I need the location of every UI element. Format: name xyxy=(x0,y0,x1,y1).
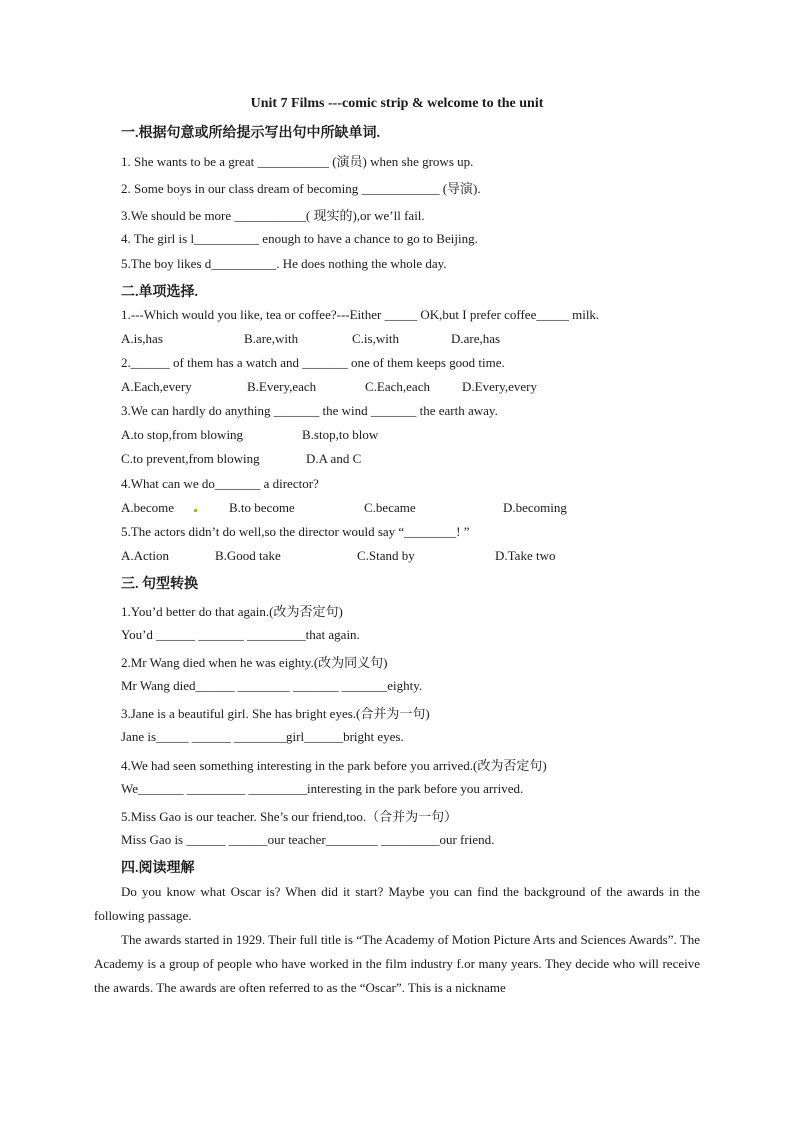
s2-q2-option-c: C.Each,each xyxy=(365,379,430,394)
s2-q4-option-b: B.to become xyxy=(229,500,295,515)
section2-heading: 二.单项选择. xyxy=(121,285,198,300)
s3-line-1: 1.You’d better do that again.(改为否定句) xyxy=(121,604,343,619)
s2-q3-option-d: D.A and C xyxy=(306,451,362,466)
s3-line-8: We_______ _________ _________interesting in the park before you arrived. xyxy=(121,781,524,796)
s3-line-6: Jane is_____ ______ ________girl______bright eyes. xyxy=(121,729,404,744)
s1-item-3: 3.We should be more ___________( 现实的),or we’ll fail. xyxy=(121,208,425,223)
s3-line-4: Mr Wang died______ ________ _______ _______eighty. xyxy=(121,678,423,693)
reading-passage xyxy=(94,880,700,1000)
s2-q5-option-b: B.Good take xyxy=(215,548,281,563)
s2-q4-option-d: D.becoming xyxy=(503,500,567,515)
s2-question-5: 5.The actors didn’t do well,so the director would say “________! ” xyxy=(121,524,470,539)
s2-q2-option-a: A.Each,every xyxy=(121,379,192,394)
s2-q1-option-b: B.are,with xyxy=(244,331,299,346)
s3-line-5: 3.Jane is a beautiful girl. She has bright eyes.(合并为一句) xyxy=(121,706,430,721)
s2-q4-option-c: C.became xyxy=(364,500,416,515)
s3-line-10: Miss Gao is ______ ______our teacher________ _________our friend. xyxy=(121,832,495,847)
s2-q5-option-d: D.Take two xyxy=(495,548,556,563)
s2-question-1: 1.---Which would you like, tea or coffee?---Either _____ OK,but I prefer coffee_____ milk. xyxy=(121,307,600,322)
passage-paragraph-2: The awards started in 1929. Their full title is “The Academy of Motion Picture Arts and Sciences Awards”. The Academy is a group of people who have worked in the film industry f.or many years. They decide who will receive the awards. The awards are often referred to as the “Oscar”. This is a nickname xyxy=(94,932,700,995)
s3-line-7: 4.We had seen something interesting in the park before you arrived.(改为否定句) xyxy=(121,758,547,773)
section1-heading: 一.根据句意或所给提示写出句中所缺单词. xyxy=(121,126,380,141)
s2-q1-option-c: C.is,with xyxy=(352,331,399,346)
s2-q3-option-b: B.stop,to blow xyxy=(302,427,379,442)
section4-heading: 四.阅读理解 xyxy=(121,861,195,876)
s2-q1-option-d: D.are,has xyxy=(451,331,501,346)
s1-item-2: 2. Some boys in our class dream of becoming ____________ (导演). xyxy=(121,181,481,196)
passage-paragraph-1: Do you know what Oscar is? When did it start? Maybe you can find the background of the awards in the following passage. xyxy=(94,884,700,923)
s2-q5-option-c: C.Stand by xyxy=(357,548,415,563)
s2-q3-option-c: C.to prevent,from blowing xyxy=(121,451,260,466)
stray-mark xyxy=(194,509,197,512)
section3-heading: 三. 句型转换 xyxy=(121,577,198,592)
s1-item-4: 4. The girl is l__________ enough to have a chance to go to Beijing. xyxy=(121,231,478,246)
s2-q1-option-a: A.is,has xyxy=(121,331,163,346)
s3-line-3: 2.Mr Wang died when he was eighty.(改为同义句) xyxy=(121,655,388,670)
s1-item-5: 5.The boy likes d__________. He does nothing the whole day. xyxy=(121,256,447,271)
s2-q5-option-a: A.Action xyxy=(121,548,170,563)
s2-question-2: 2.______ of them has a watch and _______ one of them keeps good time. xyxy=(121,355,505,370)
s2-q3-option-a: A.to stop,from blowing xyxy=(121,427,244,442)
s2-question-3: 3.We can hardly do anything _______ the wind _______ the earth away. xyxy=(121,403,498,418)
s2-q2-option-d: D.Every,every xyxy=(462,379,537,394)
s3-line-9: 5.Miss Gao is our teacher. She’s our friend,too.（合并为一句） xyxy=(121,809,458,824)
s2-q2-option-b: B.Every,each xyxy=(247,379,317,394)
s3-line-2: You’d ______ _______ _________that again. xyxy=(121,627,360,642)
s2-question-4: 4.What can we do_______ a director? xyxy=(121,476,319,491)
s1-item-1: 1. She wants to be a great ___________ (演员) when she grows up. xyxy=(121,154,474,169)
page-title: Unit 7 Films ---comic strip & welcome to the unit xyxy=(250,96,544,111)
s2-q4-option-a: A.become xyxy=(121,500,175,515)
